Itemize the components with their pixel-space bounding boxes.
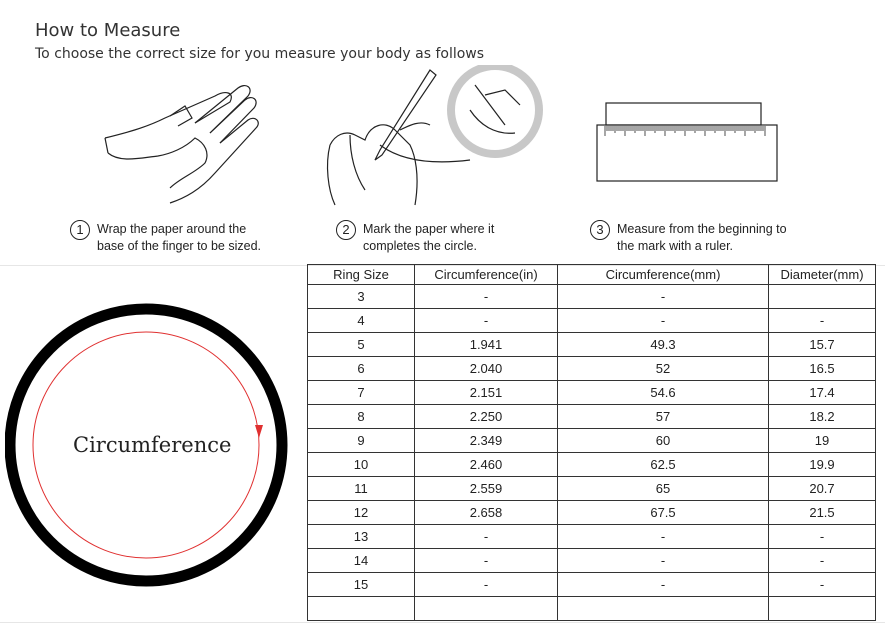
- column-header: Diameter(mm): [769, 265, 876, 285]
- table-cell: [769, 285, 876, 309]
- table-row: [308, 285, 876, 309]
- table-cell: 13: [308, 525, 415, 549]
- table-cell: 19.9: [769, 453, 876, 477]
- table-cell: [769, 597, 876, 621]
- table-cell: 60: [558, 429, 769, 453]
- table-cell: 2.559: [415, 477, 558, 501]
- table-cell: 17.4: [769, 381, 876, 405]
- table-cell: 19: [769, 429, 876, 453]
- table-row: [308, 309, 876, 333]
- table-cell: -: [558, 309, 769, 333]
- table-cell: 12: [308, 501, 415, 525]
- table-row: [308, 333, 876, 357]
- table-cell: 11: [308, 477, 415, 501]
- table-cell: 2.250: [415, 405, 558, 429]
- table-cell: -: [769, 573, 876, 597]
- table-cell: 1.941: [415, 333, 558, 357]
- table-header-row: [308, 265, 876, 285]
- table-cell: 6: [308, 357, 415, 381]
- table-row: [308, 453, 876, 477]
- circumference-label: Circumference: [73, 433, 232, 457]
- table-cell: 65: [558, 477, 769, 501]
- table-cell: -: [558, 285, 769, 309]
- mark-paper-illustration: [320, 65, 550, 210]
- table-cell: -: [558, 549, 769, 573]
- table-cell: [415, 597, 558, 621]
- table-cell: -: [415, 525, 558, 549]
- table-cell: 10: [308, 453, 415, 477]
- table-row: [308, 429, 876, 453]
- table-cell: 7: [308, 381, 415, 405]
- table-cell: 5: [308, 333, 415, 357]
- table-cell: 14: [308, 549, 415, 573]
- table-cell: 3: [308, 285, 415, 309]
- arrow-icon: [255, 425, 263, 438]
- table-cell: -: [558, 573, 769, 597]
- table-row: [308, 549, 876, 573]
- table-cell: 15: [308, 573, 415, 597]
- table-cell: 2.040: [415, 357, 558, 381]
- table-cell: 18.2: [769, 405, 876, 429]
- step-number-badge: 1: [70, 220, 90, 240]
- table-cell: 20.7: [769, 477, 876, 501]
- table-cell: 4: [308, 309, 415, 333]
- table-cell: -: [415, 309, 558, 333]
- table-row: [308, 597, 876, 621]
- table-row: [308, 381, 876, 405]
- table-cell: -: [415, 573, 558, 597]
- table-cell: 52: [558, 357, 769, 381]
- step-text: [97, 221, 261, 255]
- table-cell: -: [415, 549, 558, 573]
- step-text-line: the mark with a ruler.: [617, 239, 734, 253]
- table-cell: 67.5: [558, 501, 769, 525]
- step-text-line: base of the finger to be sized.: [97, 239, 261, 253]
- ruler-illustration: [595, 100, 780, 185]
- table-cell: -: [769, 549, 876, 573]
- table-row: [308, 357, 876, 381]
- step-number-badge: 2: [336, 220, 356, 240]
- table-cell: 15.7: [769, 333, 876, 357]
- step-text-line: Measure from the beginning to: [617, 222, 787, 236]
- table-cell: 8: [308, 405, 415, 429]
- table-row: [308, 573, 876, 597]
- step-text: [363, 221, 494, 255]
- page-subtitle: To choose the correct size for you measure your body as follows: [35, 46, 485, 62]
- page-title: How to Measure: [35, 20, 181, 41]
- table-cell: [308, 597, 415, 621]
- column-header: Circumference(mm): [558, 265, 769, 285]
- table-cell: 54.6: [558, 381, 769, 405]
- table-row: [308, 477, 876, 501]
- table-cell: 49.3: [558, 333, 769, 357]
- table-cell: 62.5: [558, 453, 769, 477]
- step-number-badge: 3: [590, 220, 610, 240]
- table-cell: 2.151: [415, 381, 558, 405]
- table-cell: 16.5: [769, 357, 876, 381]
- table-row: [308, 405, 876, 429]
- table-row: [308, 501, 876, 525]
- table-cell: [558, 597, 769, 621]
- table-cell: -: [769, 309, 876, 333]
- step-text: [617, 221, 787, 255]
- table-row: [308, 525, 876, 549]
- grid-line: [0, 622, 885, 623]
- table-cell: 9: [308, 429, 415, 453]
- step-text-line: Wrap the paper around the: [97, 222, 247, 236]
- ring-size-table: [307, 264, 876, 621]
- column-header: Ring Size: [308, 265, 415, 285]
- table-cell: -: [558, 525, 769, 549]
- column-header: Circumference(in): [415, 265, 558, 285]
- table-cell: 2.658: [415, 501, 558, 525]
- table-cell: 2.349: [415, 429, 558, 453]
- table-cell: 57: [558, 405, 769, 429]
- table-cell: -: [415, 285, 558, 309]
- table-cell: 2.460: [415, 453, 558, 477]
- step-text-line: Mark the paper where it: [363, 222, 495, 236]
- hand-wrap-illustration: [100, 78, 290, 213]
- step-text-line: completes the circle.: [363, 239, 477, 253]
- table-cell: 21.5: [769, 501, 876, 525]
- table-cell: -: [769, 525, 876, 549]
